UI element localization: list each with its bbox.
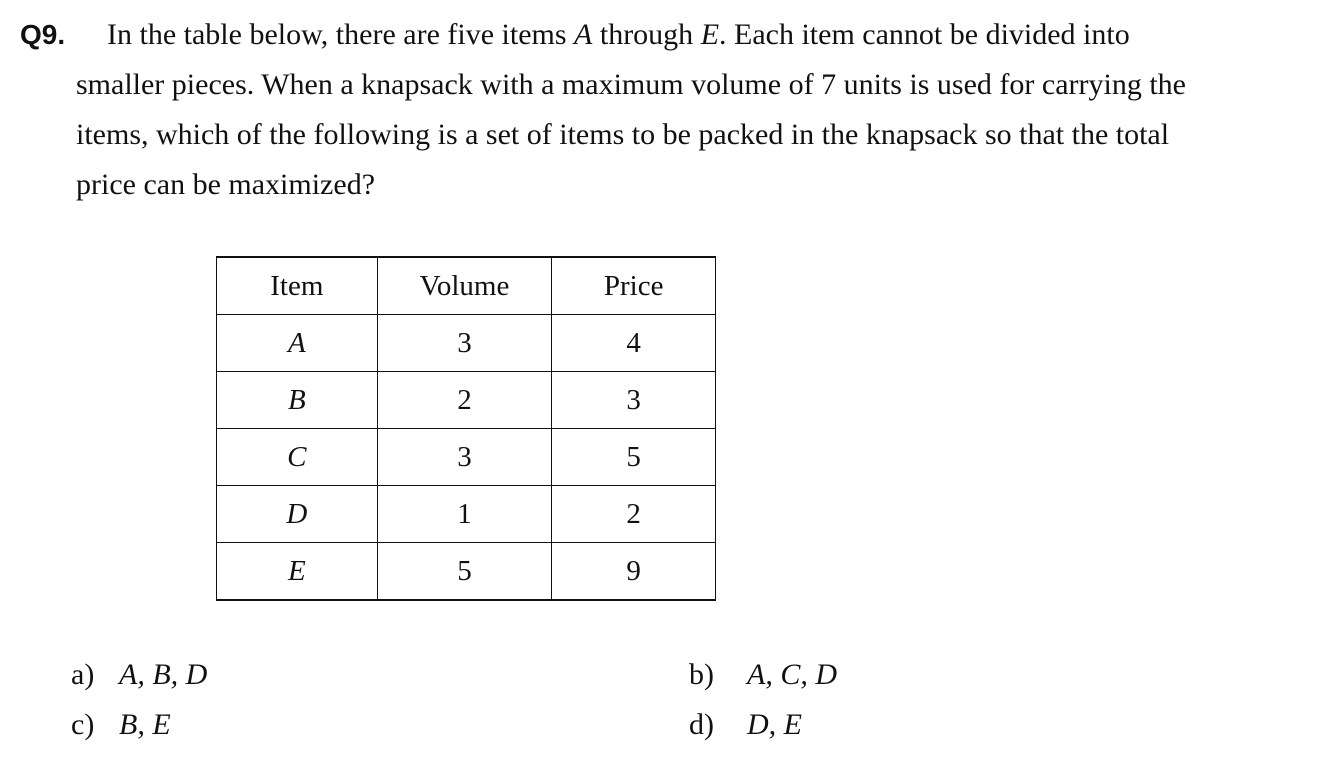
table-cell-price: 4 <box>552 315 716 372</box>
table-row <box>217 372 716 429</box>
option-value: A, C, D <box>747 658 837 691</box>
answer-option-d[interactable] <box>689 708 802 742</box>
option-value: B, E <box>119 708 171 741</box>
option-value: D, E <box>747 708 802 741</box>
answer-option-b[interactable] <box>689 658 837 692</box>
option-value: A, B, D <box>119 658 208 691</box>
table-cell-price: 5 <box>552 429 716 486</box>
question-text-segment: items, which of the following is a set of items to be packed in the knapsack so that the total <box>76 118 1170 151</box>
table-cell-price: 2 <box>552 486 716 543</box>
table-row <box>217 543 716 601</box>
question-text-segment: price can be maximized? <box>76 168 376 201</box>
table-cell-price: 9 <box>552 543 716 601</box>
table-row <box>217 486 716 543</box>
question-text-segment: A <box>574 18 593 51</box>
question-text-segment: E <box>700 18 720 51</box>
table-header-row <box>217 257 716 315</box>
question-line-3 <box>76 118 1169 152</box>
question-text-segment: smaller pieces. When a knapsack with a maximum volume of 7 units is used for carrying the <box>76 68 1186 101</box>
question-line-4 <box>76 168 375 202</box>
table-cell-volume: 1 <box>377 486 552 543</box>
option-label: d) <box>689 708 714 741</box>
items-table <box>216 256 716 601</box>
table-header-item: Item <box>217 257 378 315</box>
option-label: a) <box>71 658 95 691</box>
table-cell-price: 3 <box>552 372 716 429</box>
table-cell-volume: 2 <box>377 372 552 429</box>
question-text-segment: . Each item cannot be divided into <box>719 18 1130 51</box>
question-line-2 <box>76 68 1186 102</box>
question-text-segment: through <box>592 18 701 51</box>
table-header-volume: Volume <box>377 257 552 315</box>
table-cell-volume: 3 <box>377 315 552 372</box>
question-text-segment: In the table below, there are five items <box>107 18 575 51</box>
answer-option-a[interactable] <box>71 658 207 692</box>
option-label: b) <box>689 658 714 691</box>
table-cell-volume: 3 <box>377 429 552 486</box>
table-cell-item: B <box>217 372 378 429</box>
table-row <box>217 315 716 372</box>
table-cell-item: A <box>217 315 378 372</box>
table-cell-volume: 5 <box>377 543 552 601</box>
table-row <box>217 429 716 486</box>
option-label: c) <box>71 708 95 741</box>
table-cell-item: C <box>217 429 378 486</box>
answer-option-c[interactable] <box>71 708 171 742</box>
question-line-1 <box>107 18 1130 52</box>
table-cell-item: E <box>217 543 378 601</box>
question-number: Q9. <box>20 19 66 50</box>
table-header-price: Price <box>552 257 716 315</box>
table-cell-item: D <box>217 486 378 543</box>
